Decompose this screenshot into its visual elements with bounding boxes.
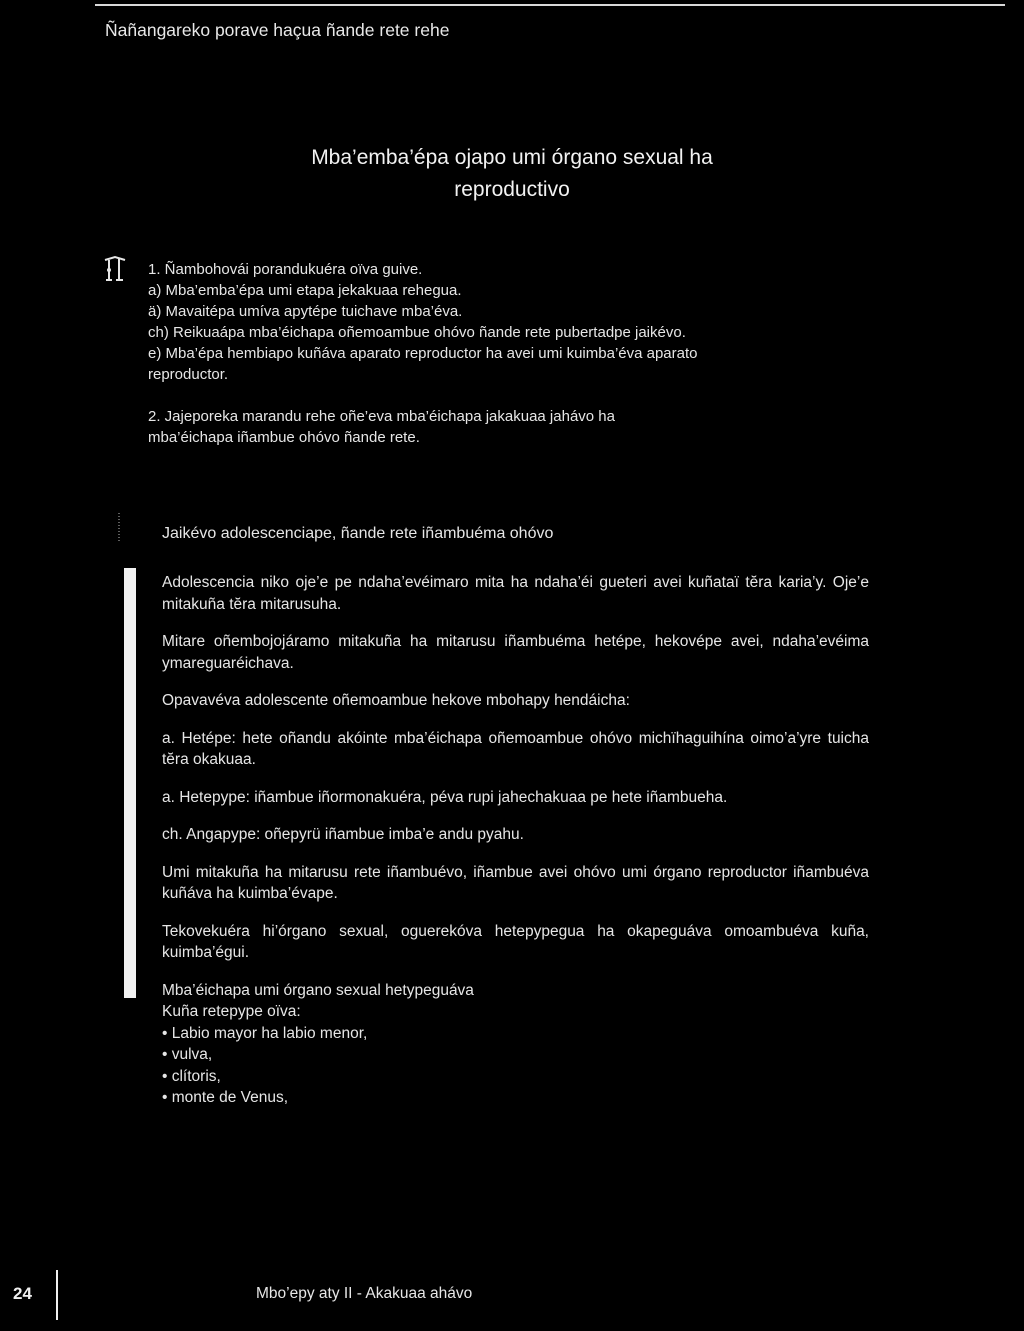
info-paragraph: a. Hetépe: hete oñandu akóinte mba’éichapa oñemoambue ohóvo michïhaguihína oimo’a’yre tuicha tĕra okakuaa. — [162, 729, 869, 768]
dotted-corner-mark — [119, 513, 127, 541]
info-box-body — [162, 572, 869, 1109]
list-subheading: Kuña retepype oïva: — [162, 1003, 301, 1020]
page-number: 24 — [13, 1284, 32, 1303]
activity-line: ch) Reikuaápa mba’éichapa oñemoambue ohóvo ñande rete pubertadpe jaikévo. — [148, 324, 686, 341]
info-box-title: Jaikévo adolescenciape, ñande rete iñambuéma ohóvo — [162, 525, 554, 542]
activity-line: a) Mba’emba’épa umi etapa jekakuaa rehegua. — [148, 282, 462, 299]
info-paragraph: ch. Angapype: oñepyrü iñambue imba’e andu pyahu. — [162, 826, 524, 843]
info-box-bar — [124, 568, 136, 998]
activity-line: e) Mba’épa hembiapo kuñáva aparato reproductor ha avei umi kuimba’éva aparato — [148, 345, 698, 362]
info-paragraph: Mitare oñembojojáramo mitakuña ha mitarusu iñambuéma hetépe, hekovépe avei, ndaha’evéima ymareguaréichava. — [162, 633, 869, 672]
info-paragraph: Tekovekuéra hi’órgano sexual, oguerekóva hetepypegua ha okapeguáva omoambuéva kuña, kuimba’égui. — [162, 922, 869, 961]
activity-line: 1. Ñambohovái porandukuéra oïva guive. — [148, 261, 423, 278]
info-paragraph: Umi mitakuña ha mitarusu rete iñambuévo, iñambue avei ohóvo umi órgano reproductor iñambuéva kuñáva ha kuimba’évape. — [162, 863, 869, 902]
activity-line: reproductor. — [148, 366, 229, 383]
activity-icon — [103, 254, 127, 282]
list-heading: Mba’éichapa umi órgano sexual hetypeguáva — [162, 981, 474, 999]
page-footer — [0, 1270, 1024, 1320]
top-rule — [95, 4, 1005, 6]
activity-line: 2. Jajeporeka marandu rehe oñe’eva mba’éichapa jakakuaa jahávo ha — [148, 408, 615, 425]
section-title-line-2: reproductivo — [454, 178, 570, 201]
activity-line: mba’éichapa iñambue ohóvo ñande rete. — [148, 429, 420, 446]
list-item: • Labio mayor ha labio menor, — [162, 1024, 368, 1042]
section-title-line-1: Mba’emba’épa ojapo umi órgano sexual ha — [311, 146, 713, 169]
dotted-top-rule — [119, 513, 122, 516]
info-paragraph: Adolescencia niko oje’e pe ndaha’evéimaro mita ha ndaha’éi gueteri avei kuñataï tĕra karia’y. Oje’e mitakuña tĕra mitarusuha. — [162, 574, 869, 613]
info-paragraph: a. Hetepype: iñambue iñormonakuéra, péva rupi jahechakuaa pe hete iñambueha. — [162, 788, 728, 806]
list-item: • clítoris, — [162, 1067, 221, 1085]
info-paragraph: Opavavéva adolescente oñemoambue hekove mbohapy hendáicha: — [162, 692, 630, 709]
list-item: • vulva, — [162, 1046, 213, 1063]
organ-list — [162, 1023, 869, 1109]
section-title — [250, 142, 774, 206]
activity-line: ä) Mavaitépa umíva apytépe tuichave mba’éva. — [148, 303, 463, 320]
footer-divider — [56, 1270, 58, 1320]
running-header: Ñañangareko porave haçua ñande rete rehe — [105, 20, 450, 40]
activities-list — [148, 259, 868, 448]
list-item: • monte de Venus, — [162, 1089, 289, 1106]
footer-book-title: Mbo’epy aty II - Akakuaa ahávo — [256, 1285, 473, 1302]
